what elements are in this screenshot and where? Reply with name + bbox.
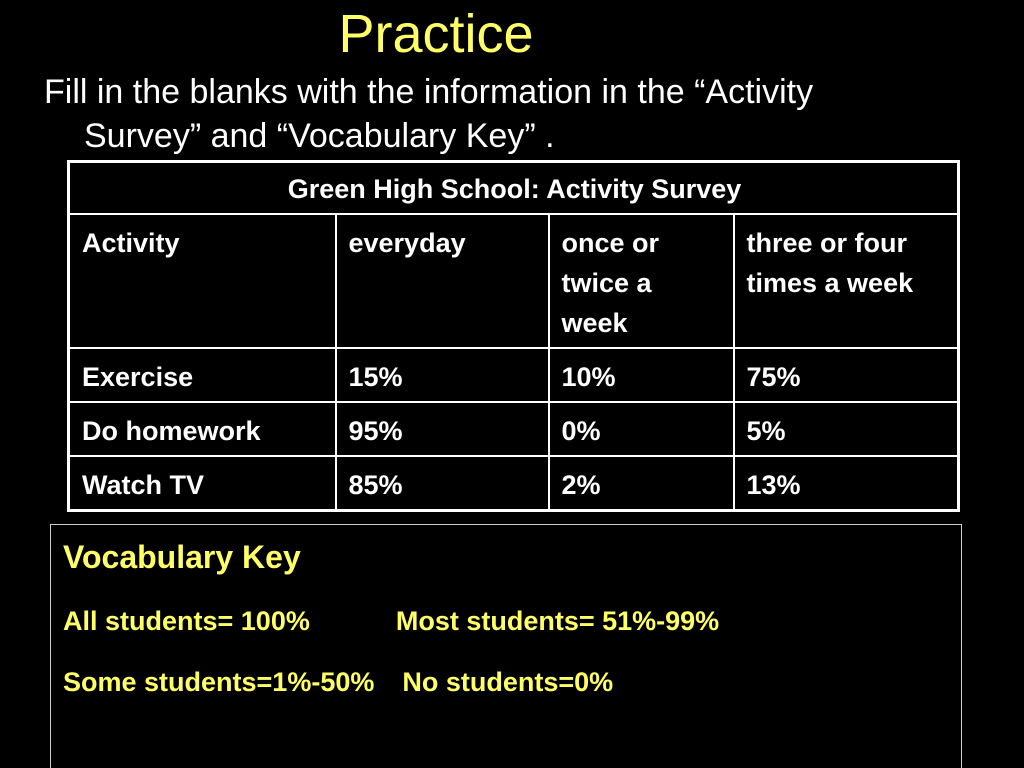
table-row [69,456,959,511]
vocabulary-line-1 [63,603,719,639]
vocab-most-students: Most students= 51%-99% [395,606,720,636]
slide-title: Practice [338,4,534,64]
vocab-no-students: No students=0% [402,667,614,697]
table-cell: 0% [549,402,734,456]
column-header-activity: Activity [69,214,336,348]
table-header-row [69,214,959,348]
table-caption-row [69,162,959,215]
table-cell: 13% [734,456,959,511]
table-cell: 5% [734,402,959,456]
table-cell: Do homework [69,402,336,456]
vocabulary-key-box [50,524,962,768]
vocab-all-students: All students= 100% [63,606,310,636]
table-cell: 15% [336,348,549,402]
table-cell: 75% [734,348,959,402]
column-header-everyday: everyday [336,214,549,348]
table-cell: 2% [549,456,734,511]
table-caption: Green High School: Activity Survey [69,162,959,215]
instruction-line-2: Survey” and “Vocabulary Key” . [84,117,555,155]
table-cell: 10% [549,348,734,402]
table-row [69,348,959,402]
table-cell: Exercise [69,348,336,402]
table-row [69,402,959,456]
instruction-line-1: Fill in the blanks with the information in the “Activity [44,73,814,111]
table-cell: 95% [336,402,549,456]
column-header-once-or-twice: once or twice a week [549,214,734,348]
column-header-three-or-four: three or four times a week [734,214,959,348]
vocabulary-key-title: Vocabulary Key [63,539,301,575]
vocabulary-line-2 [63,664,613,700]
table-cell: 85% [336,456,549,511]
table-cell: Watch TV [69,456,336,511]
vocab-some-students: Some students=1%-50% [63,667,375,697]
instruction-text [44,70,964,158]
activity-survey-table [67,160,960,512]
